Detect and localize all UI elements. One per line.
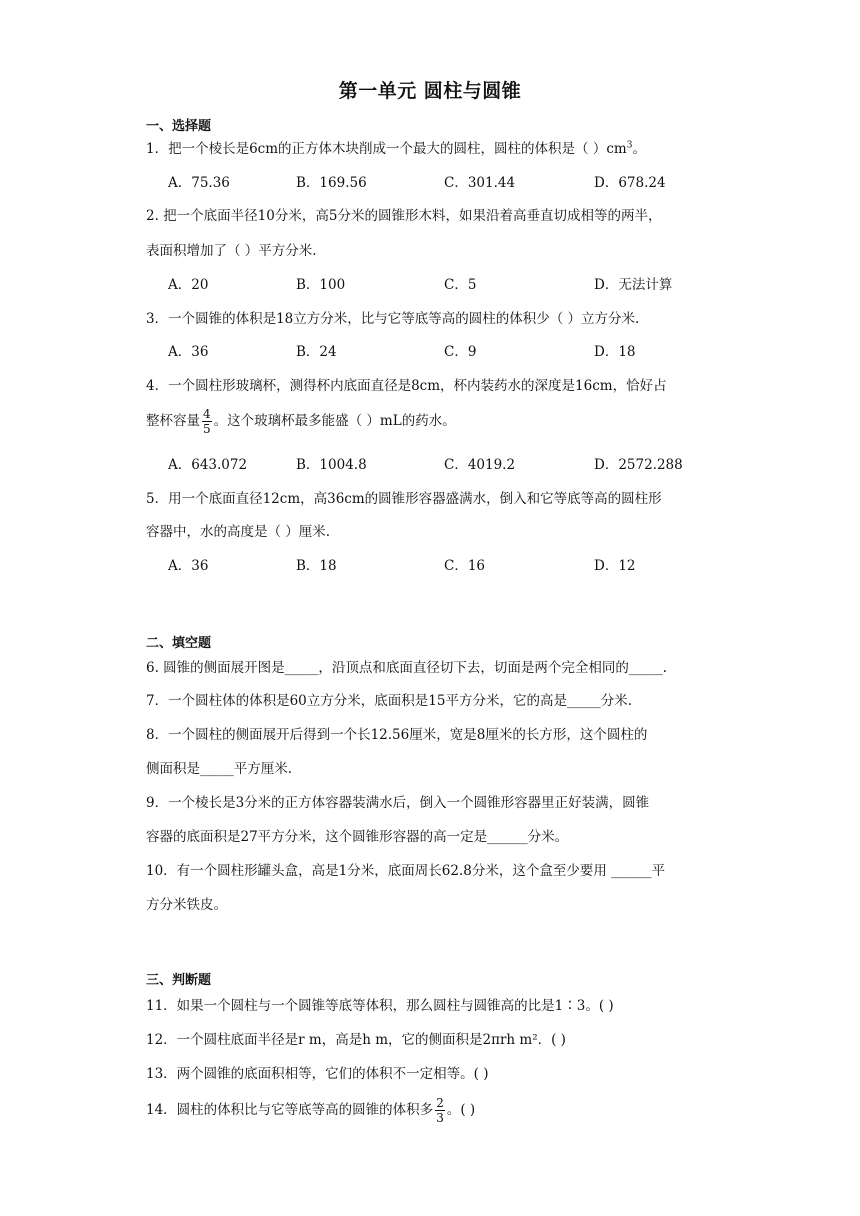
option-a[interactable]: A．36: [168, 558, 209, 574]
option-a[interactable]: A．36: [168, 344, 209, 360]
option-a[interactable]: A．75.36: [168, 175, 230, 191]
option-d[interactable]: D．18: [594, 344, 636, 360]
question-6: 6. 圆锥的侧面展开图是_____，沿顶点和底面直径切下去，切面是两个完全相同的_____.: [146, 660, 667, 676]
option-c[interactable]: C．4019.2: [444, 457, 516, 473]
option-c[interactable]: C．9: [444, 344, 477, 360]
option-b[interactable]: B．100: [296, 277, 346, 293]
question-4-post: 。这个玻璃杯最多能盛（ ）mL的药水。: [213, 413, 456, 429]
question-4-line-1: 4．一个圆柱形玻璃杯，测得杯内底面直径是8cm，杯内装药水的深度是16cm，恰好占: [146, 378, 667, 394]
section-heading-judge: 三、判断题: [146, 973, 212, 988]
question-4-pre: 整杯容量: [146, 413, 200, 429]
option-d[interactable]: D．无法计算: [594, 277, 673, 293]
option-d[interactable]: D．12: [594, 558, 636, 574]
question-3: 3．一个圆锥的体积是18立方分米，比与它等底等高的圆柱的体积少（ ）立方分米.: [146, 311, 640, 327]
question-8-line-1: 8．一个圆柱的侧面展开后得到一个长12.56厘米，宽是8厘米的长方形，这个圆柱的: [146, 727, 648, 743]
option-a[interactable]: A．643.072: [168, 457, 248, 473]
section-heading-choice: 一、选择题: [146, 119, 212, 134]
question-1: [146, 139, 718, 159]
fraction-numerator: 4: [203, 407, 211, 421]
question-4-line-2: [146, 406, 718, 436]
question-14: [146, 1095, 718, 1125]
question-10-line-1: 10．有一个圆柱形罐头盒，高是1分米，底面周长62.8分米，这个盒至少要用 ______平: [146, 863, 666, 879]
option-c[interactable]: C．301.44: [444, 175, 516, 191]
fraction-numerator: 2: [436, 1096, 444, 1110]
option-a[interactable]: A．20: [168, 277, 209, 293]
fraction-denominator: 5: [203, 422, 211, 436]
question-13: 13．两个圆锥的底面积相等，它们的体积不一定相等。( ): [146, 1066, 489, 1082]
fraction-four-fifths: [202, 407, 212, 436]
question-14-pre: 14．圆柱的体积比与它等底等高的圆锥的体积多: [146, 1102, 434, 1118]
question-9-line-2: 容器的底面积是27平方分米，这个圆锥形容器的高一定是______分米。: [146, 829, 569, 845]
fraction-two-thirds: [435, 1096, 445, 1125]
option-d[interactable]: D．2572.288: [594, 457, 683, 473]
section-heading-fill: 二、填空题: [146, 636, 212, 651]
option-b[interactable]: B．169.56: [296, 175, 367, 191]
question-14-post: 。( ): [446, 1102, 476, 1118]
option-c[interactable]: C．16: [444, 558, 486, 574]
fraction-denominator: 3: [436, 1111, 444, 1125]
question-2-line-2: 表面积增加了（ ）平方分米.: [146, 243, 317, 259]
question-5-line-2: 容器中，水的高度是（ ）厘米.: [146, 524, 331, 540]
option-b[interactable]: B．18: [296, 558, 337, 574]
question-2-line-1: 2. 把一个底面半径10分米，高5分米的圆锥形木料，如果沿着高垂直切成相等的两半，: [146, 208, 662, 224]
option-b[interactable]: B．1004.8: [296, 457, 367, 473]
question-1-tail: 。: [632, 141, 646, 157]
question-1-sup: 3: [626, 140, 633, 151]
question-12: 12．一个圆柱底面半径是r m，高是h m，它的侧面积是2πrh m²．( ): [146, 1032, 566, 1048]
question-10-line-2: 方分米铁皮。: [146, 897, 227, 913]
option-d[interactable]: D．678.24: [594, 175, 666, 191]
question-1-text: 1．把一个棱长是6cm的正方体木块削成一个最大的圆柱，圆柱的体积是（ ）cm: [146, 141, 627, 157]
question-9-line-1: 9．一个棱长是3分米的正方体容器装满水后，倒入一个圆锥形容器里正好装满，圆锥: [146, 795, 650, 811]
option-c[interactable]: C．5: [444, 277, 477, 293]
question-8-line-2: 侧面积是_____平方厘米.: [146, 761, 293, 777]
question-7: 7．一个圆柱体的体积是60立方分米，底面积是15平方分米，它的高是_____分米.: [146, 693, 632, 709]
question-11: 11．如果一个圆柱与一个圆锥等底等体积，那么圆柱与圆锥高的比是1∶3。( ): [146, 998, 614, 1014]
question-5-line-1: 5．用一个底面直径12cm，高36cm的圆锥形容器盛满水，倒入和它等底等高的圆柱形: [146, 491, 662, 507]
option-b[interactable]: B．24: [296, 344, 337, 360]
page-title: 第一单元 圆柱与圆锥: [338, 80, 522, 102]
